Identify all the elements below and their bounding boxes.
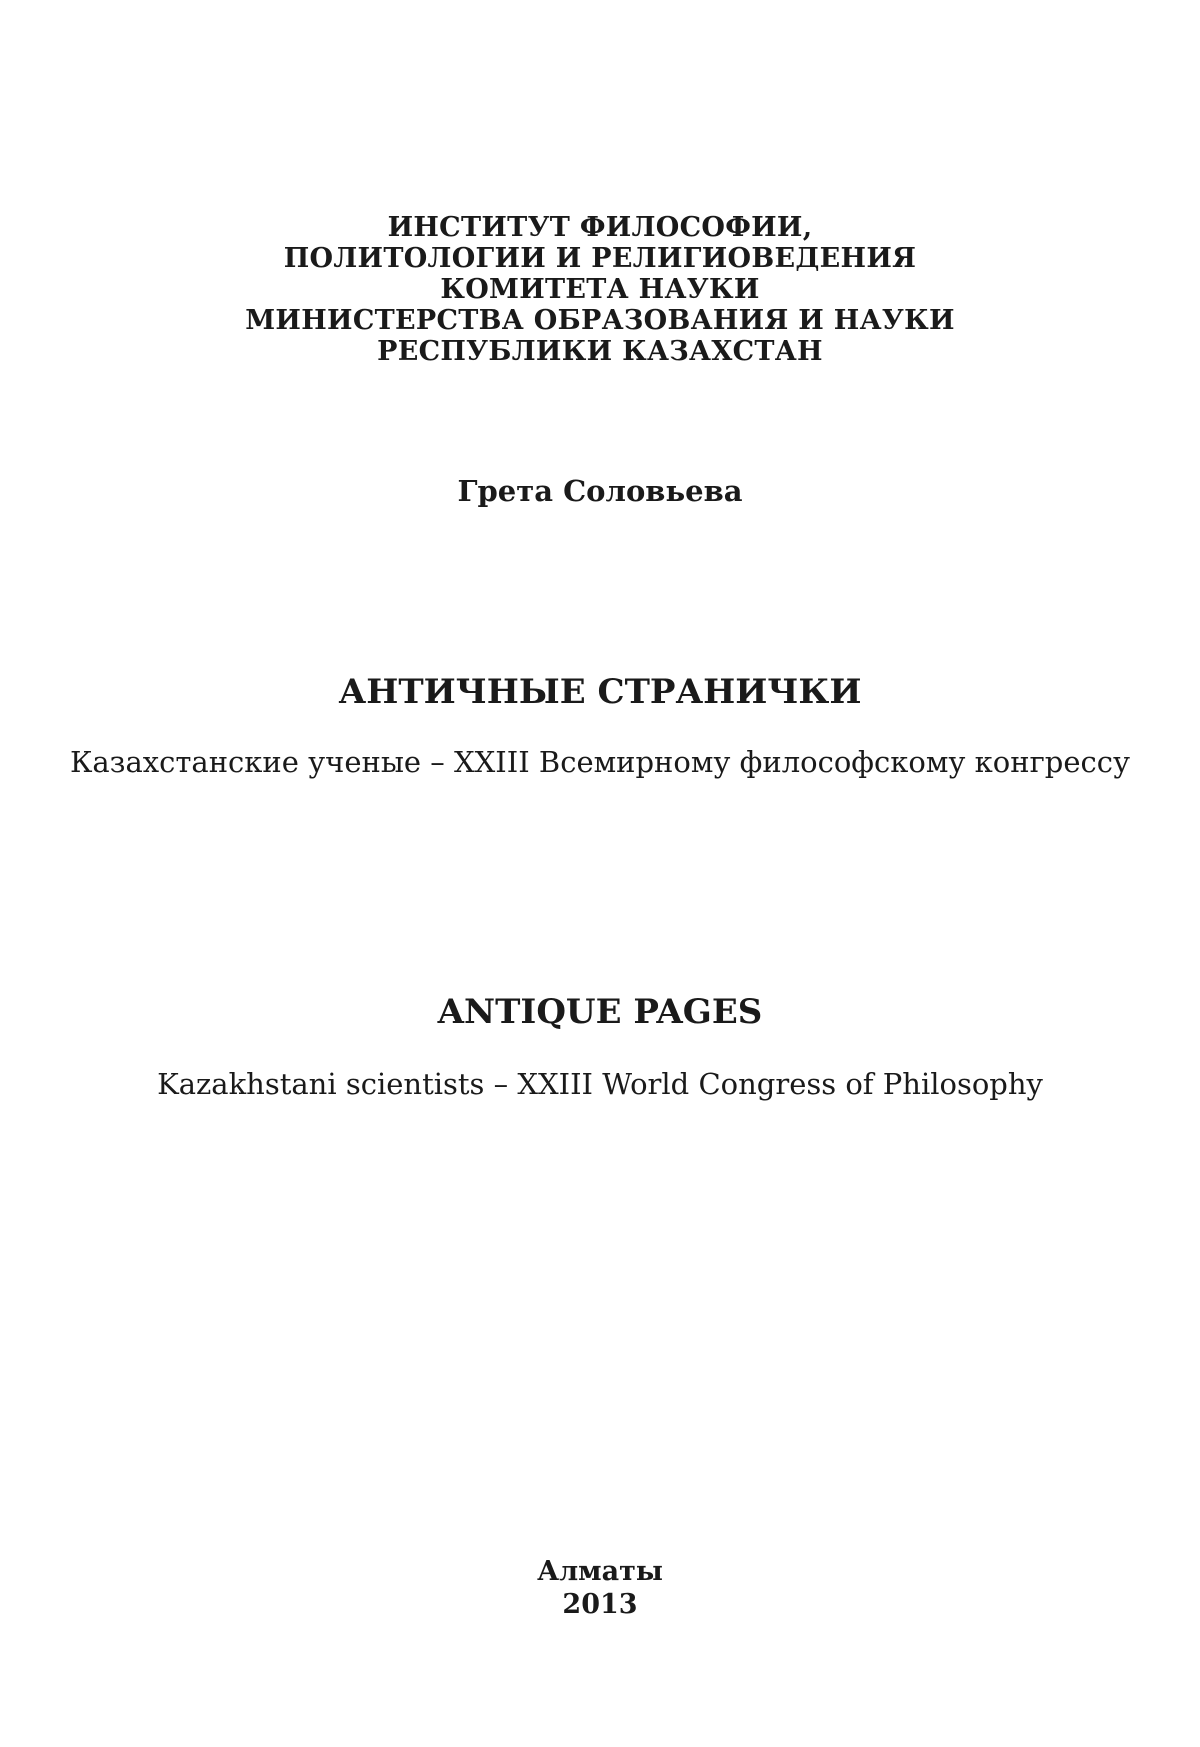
institution-heading bbox=[0, 212, 1200, 367]
book-title-english: ANTIQUE PAGES bbox=[437, 992, 763, 1032]
publication-city: Алматы bbox=[537, 1556, 663, 1587]
book-subtitle-russian: Казахстанские ученые – XXIII Всемирному философскому конгрессу bbox=[69, 745, 1131, 779]
institution-line: МИНИСТЕРСТВА ОБРАЗОВАНИЯ И НАУКИ bbox=[245, 305, 955, 336]
book-title-russian: АНТИЧНЫЕ СТРАНИЧКИ bbox=[338, 672, 862, 712]
institution-line: КОМИТЕТА НАУКИ bbox=[440, 274, 760, 305]
author-name: Грета Соловьева bbox=[457, 474, 743, 508]
institution-line: ПОЛИТОЛОГИИ И РЕЛИГИОВЕДЕНИЯ bbox=[283, 243, 917, 274]
publication-year: 2013 bbox=[562, 1589, 638, 1620]
book-subtitle-english: Kazakhstani scientists – XXIII World Congress of Philosophy bbox=[157, 1067, 1043, 1101]
institution-line: ИНСТИТУТ ФИЛОСОФИИ, bbox=[387, 212, 813, 243]
institution-line: РЕСПУБЛИКИ КАЗАХСТАН bbox=[377, 336, 823, 367]
